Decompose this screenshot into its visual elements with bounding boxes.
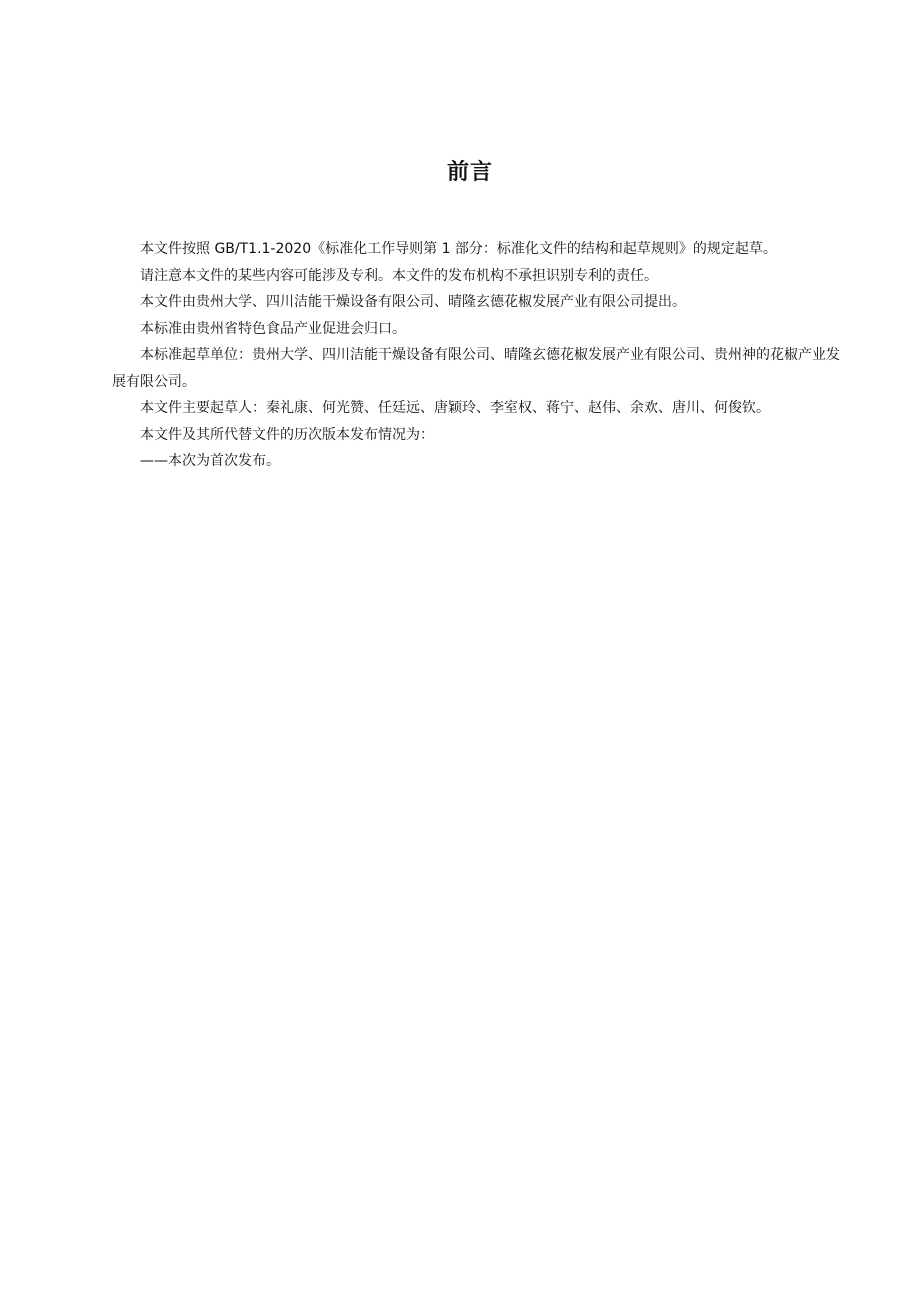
paragraph-proposers: 本文件由贵州大学、四川洁能干燥设备有限公司、晴隆玄德花椒发展产业有限公司提出。 <box>140 294 686 310</box>
page-title: 前言 <box>446 160 493 185</box>
paragraph-administration: 本标准由贵州省特色食品产业促进会归口。 <box>140 320 406 337</box>
paragraph-main-drafters: 本文件主要起草人：秦礼康、何光赞、任廷远、唐颖玲、李室权、蒋宁、赵伟、余欢、唐川、何俊钦。 <box>140 400 770 416</box>
paragraph-first-release: ——本次为首次发布。 <box>140 453 280 469</box>
paragraph-drafting-units: 本标准起草单位：贵州大学、四川洁能干燥设备有限公司、晴隆玄德花椒发展产业有限公司、贵州神的花椒产业发展有限公司。 <box>112 347 840 390</box>
paragraph-patent-notice: 请注意本文件的某些内容可能涉及专利。本文件的发布机构不承担识别专利的责任。 <box>140 267 658 284</box>
paragraph-version-history: 本文件及其所代替文件的历次版本发布情况为： <box>140 426 434 443</box>
paragraph-drafting-rules: 本文件按照 GB/T1.1-2020《标准化工作导则第 1 部分：标准化文件的结构和起草规则》的规定起草。 <box>140 241 777 257</box>
foreword-body <box>112 236 847 475</box>
